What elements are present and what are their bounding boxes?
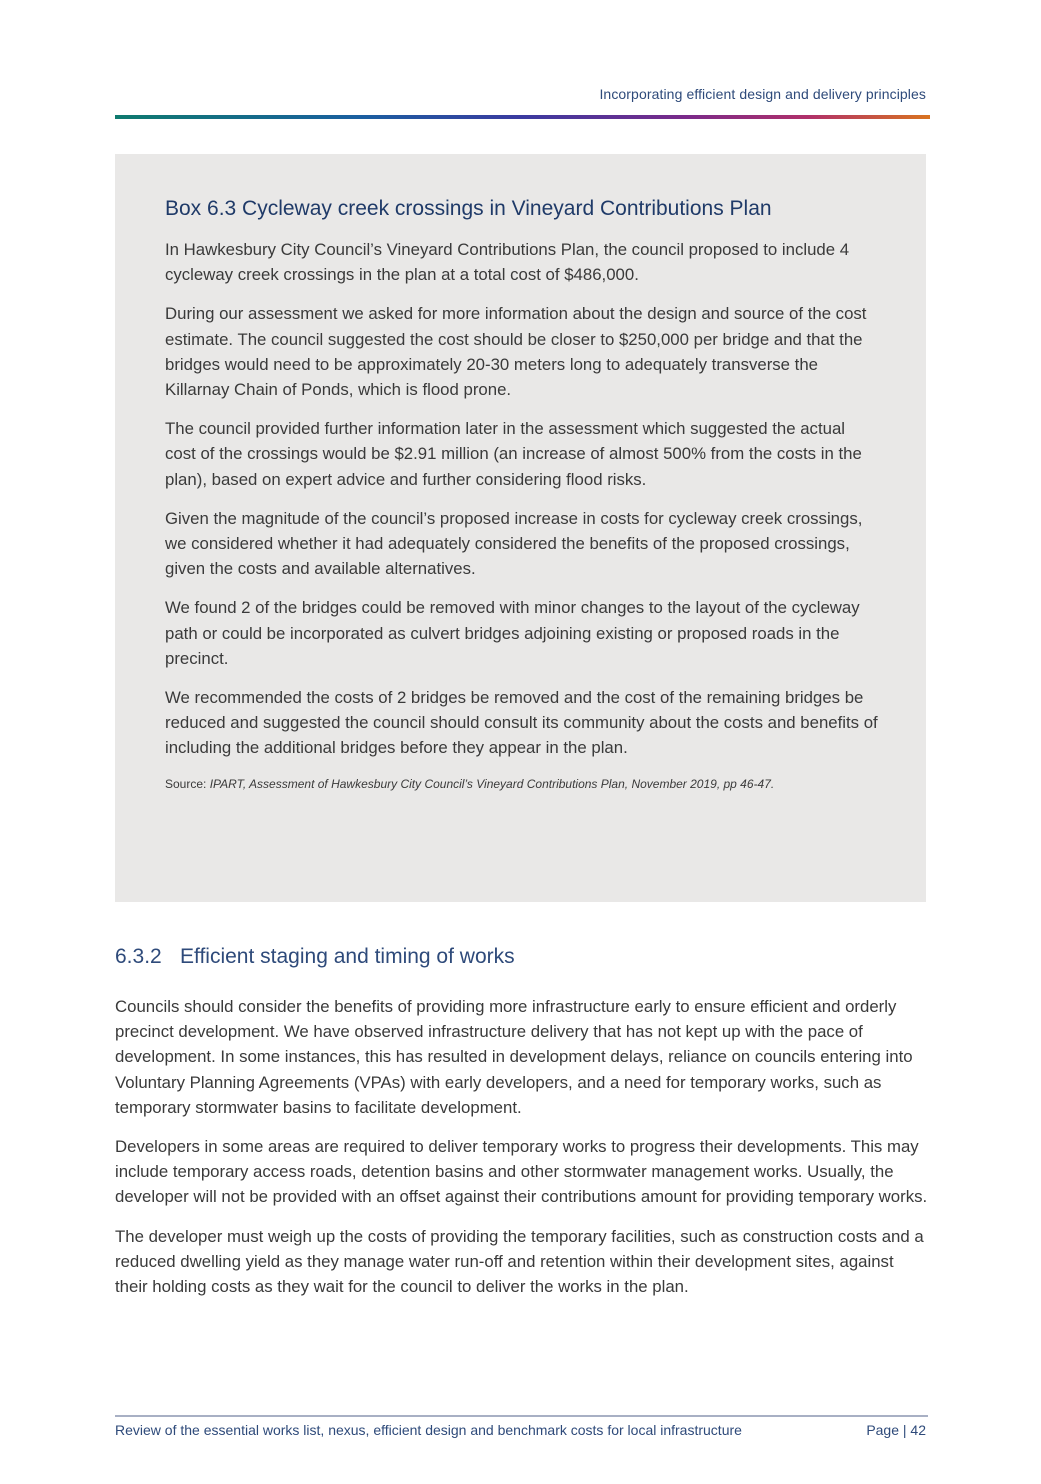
box-paragraph: During our assessment we asked for more information about the design and source of the cost estimate. The council suggested the cost should be closer to $250,000 per bridge and that the bridges would need to be approximately 20-30 meters long to adequately transverse the Killarnay Chain of Ponds, which is flood prone. bbox=[165, 304, 867, 400]
box-paragraph: The council provided further information later in the assessment which suggested the actual cost of the crossings would be $2.91 million (an increase of almost 500% from the costs in the plan), based on expert advice and further considering flood risks. bbox=[165, 419, 862, 489]
box-source bbox=[165, 775, 880, 793]
section-number: 6.3.2 bbox=[115, 945, 162, 968]
footer-rule bbox=[115, 1415, 928, 1417]
body-paragraph: The developer must weigh up the costs of providing the temporary facilities, such as construction costs and a reduced dwelling yield as they manage water run-off and retention within their development sites, against their holding costs as they wait for the council to deliver the works in the plan. bbox=[115, 1226, 924, 1297]
box-paragraph: We found 2 of the bridges could be removed with minor changes to the layout of the cycleway path or could be incorporated as culvert bridges adjoining existing or proposed roads in the precinct. bbox=[165, 598, 860, 668]
case-study-content bbox=[165, 194, 880, 793]
box-title: Box 6.3 Cycleway creek crossings in Vineyard Contributions Plan bbox=[165, 197, 772, 220]
header-rule bbox=[115, 115, 930, 119]
section-heading bbox=[115, 942, 515, 972]
body-paragraph: Developers in some areas are required to deliver temporary works to progress their developments. This may include temporary access roads, detention basins and other stormwater management works. Usually, the developer will not be provided with an offset against their contributions amount for providing temporary works. bbox=[115, 1137, 928, 1207]
section-title: Efficient staging and timing of works bbox=[180, 945, 515, 968]
box-paragraph: We recommended the costs of 2 bridges be removed and the cost of the remaining bridges be reduced and suggested the council should consult its community about the costs and benefits of including the additional bridges before they appear in the plan. bbox=[165, 688, 878, 758]
box-paragraph: Given the magnitude of the council’s proposed increase in costs for cycleway creek crossings, we considered whether it had adequately considered the benefits of the proposed crossings, given the costs and available alternatives. bbox=[165, 508, 863, 579]
running-header: Incorporating efficient design and delivery principles bbox=[599, 86, 926, 102]
section-body bbox=[115, 994, 930, 1313]
footer-document-title: Review of the essential works list, nexus, efficient design and benchmark costs for local infrastructure bbox=[115, 1422, 742, 1438]
source-citation: IPART, Assessment of Hawkesbury City Council’s Vineyard Contributions Plan, November 2019, pp 46-47. bbox=[209, 776, 775, 791]
case-study-box bbox=[115, 154, 926, 902]
page-number: Page | 42 bbox=[866, 1422, 926, 1438]
box-paragraph: In Hawkesbury City Council’s Vineyard Contributions Plan, the council proposed to include 4 cycleway creek crossings in the plan at a total cost of $486,000. bbox=[165, 240, 850, 285]
body-paragraph: Councils should consider the benefits of providing more infrastructure early to ensure efficient and orderly precinct development. We have observed infrastructure delivery that has not kept up with the pace of development. In some instances, this has resulted in development delays, reliance on councils entering into Voluntary Planning Agreements (VPAs) with early developers, and a need for temporary works, such as temporary stormwater basins to facilitate development. bbox=[115, 997, 913, 1117]
source-label: Source: bbox=[165, 776, 207, 791]
